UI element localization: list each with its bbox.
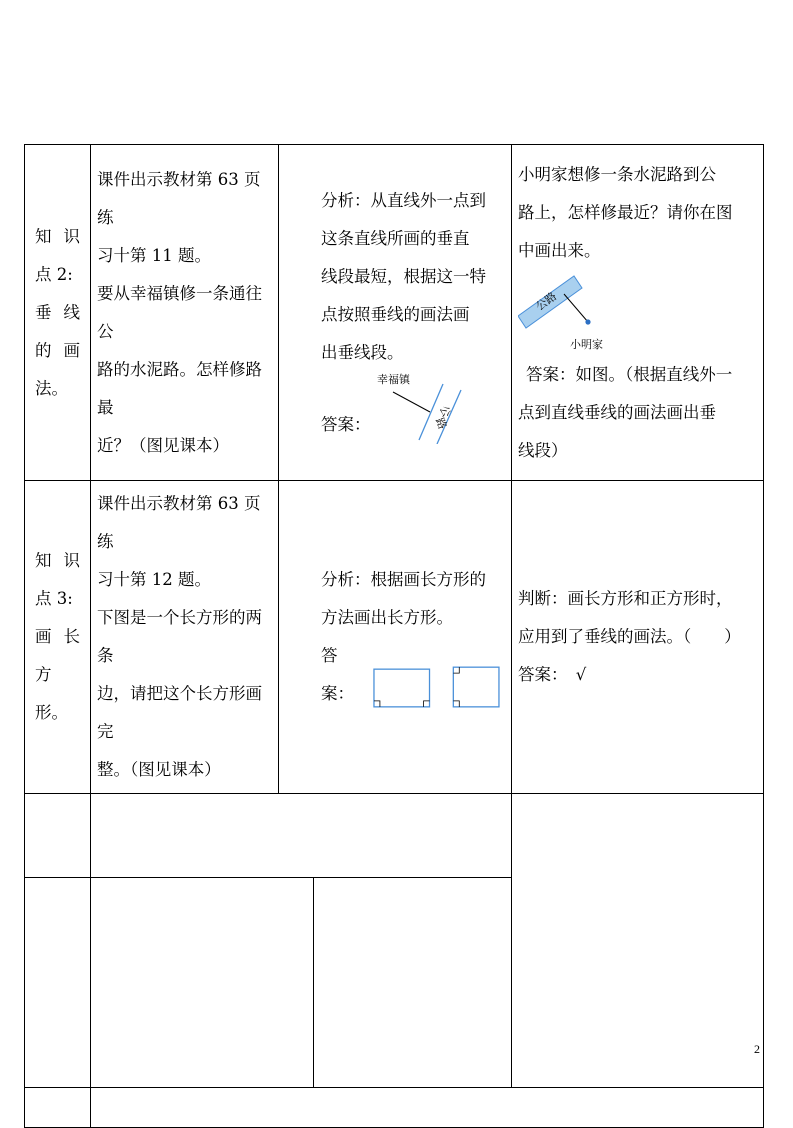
rectangle-2	[453, 667, 499, 707]
answer-label: 答案：	[321, 414, 371, 434]
home-road-figure	[518, 270, 638, 356]
row-rectangle-drawing	[25, 481, 764, 794]
answer-label: 答案：	[321, 646, 354, 703]
label-cell-homework	[25, 794, 91, 878]
row-homework	[25, 794, 764, 878]
perpendicular-segment	[393, 392, 430, 412]
road-label-1: 公	[436, 403, 453, 419]
exercise-cell: 小明家想修一条水泥路到公 路上，怎样修最近？请你在图 中画出来。 公路 小明家 答案：如图。（根据直线外一 点到直线垂线的画法画出垂 线段）	[512, 145, 764, 481]
label-cell-knowledge-3: 知 识 点 3: 画 长 方形。	[25, 481, 91, 794]
perpendicular-to-home	[564, 294, 588, 322]
rectangle-1	[374, 669, 430, 707]
right-angle-mark-2b	[453, 701, 459, 707]
right-angle-mark-1	[424, 701, 430, 707]
content-cell: 课件出示教材第 63 页练 习十第 11 题。 要从幸福镇修一条通往公 路的水泥路。怎样修路最 近？（图见课本）	[91, 145, 279, 481]
lesson-table	[24, 144, 764, 1128]
analysis-cell: 分析：从直线外一点到 这条直线所画的垂直 线段最短，根据这一特 点按照垂线的画法画 出垂线段。 答案： 幸福镇 公 路	[279, 145, 512, 481]
road-label: 公路	[533, 289, 560, 313]
content-cell: 课件出示教材第 63 页练 习十第 12 题。 下图是一个长方形的两条 边，请把这个长方形画完 整。（图见课本）	[91, 481, 279, 794]
analysis-cell: 分析：根据画长方形的 方法画出长方形。 答案：	[279, 481, 512, 794]
right-angle-mark-2	[453, 667, 459, 673]
homework-content	[91, 794, 512, 878]
town-label: 幸福镇	[376, 372, 410, 386]
home-label: 小明家	[570, 337, 603, 351]
rectangle-figures	[370, 665, 505, 713]
label-cell-summary	[25, 878, 91, 1088]
road-label-2: 路	[432, 415, 449, 431]
road-perpendicular-figure	[373, 372, 473, 444]
teacher-summary-cell	[91, 878, 314, 1088]
page-number: 2	[754, 1042, 760, 1056]
judge-cell: 判断：画长方形和正方形时， 应用到了垂线的画法。（ ） 答案： √	[512, 481, 764, 794]
row-perpendicular-drawing	[25, 145, 764, 481]
teacher-question-cell	[512, 794, 764, 1088]
home-dot	[585, 319, 590, 324]
label-cell-knowledge-2: 知 识 点 2: 垂 线 的 画 法。	[25, 145, 91, 481]
student-summary-cell	[314, 878, 512, 1088]
right-angle-mark-1b	[374, 701, 380, 707]
